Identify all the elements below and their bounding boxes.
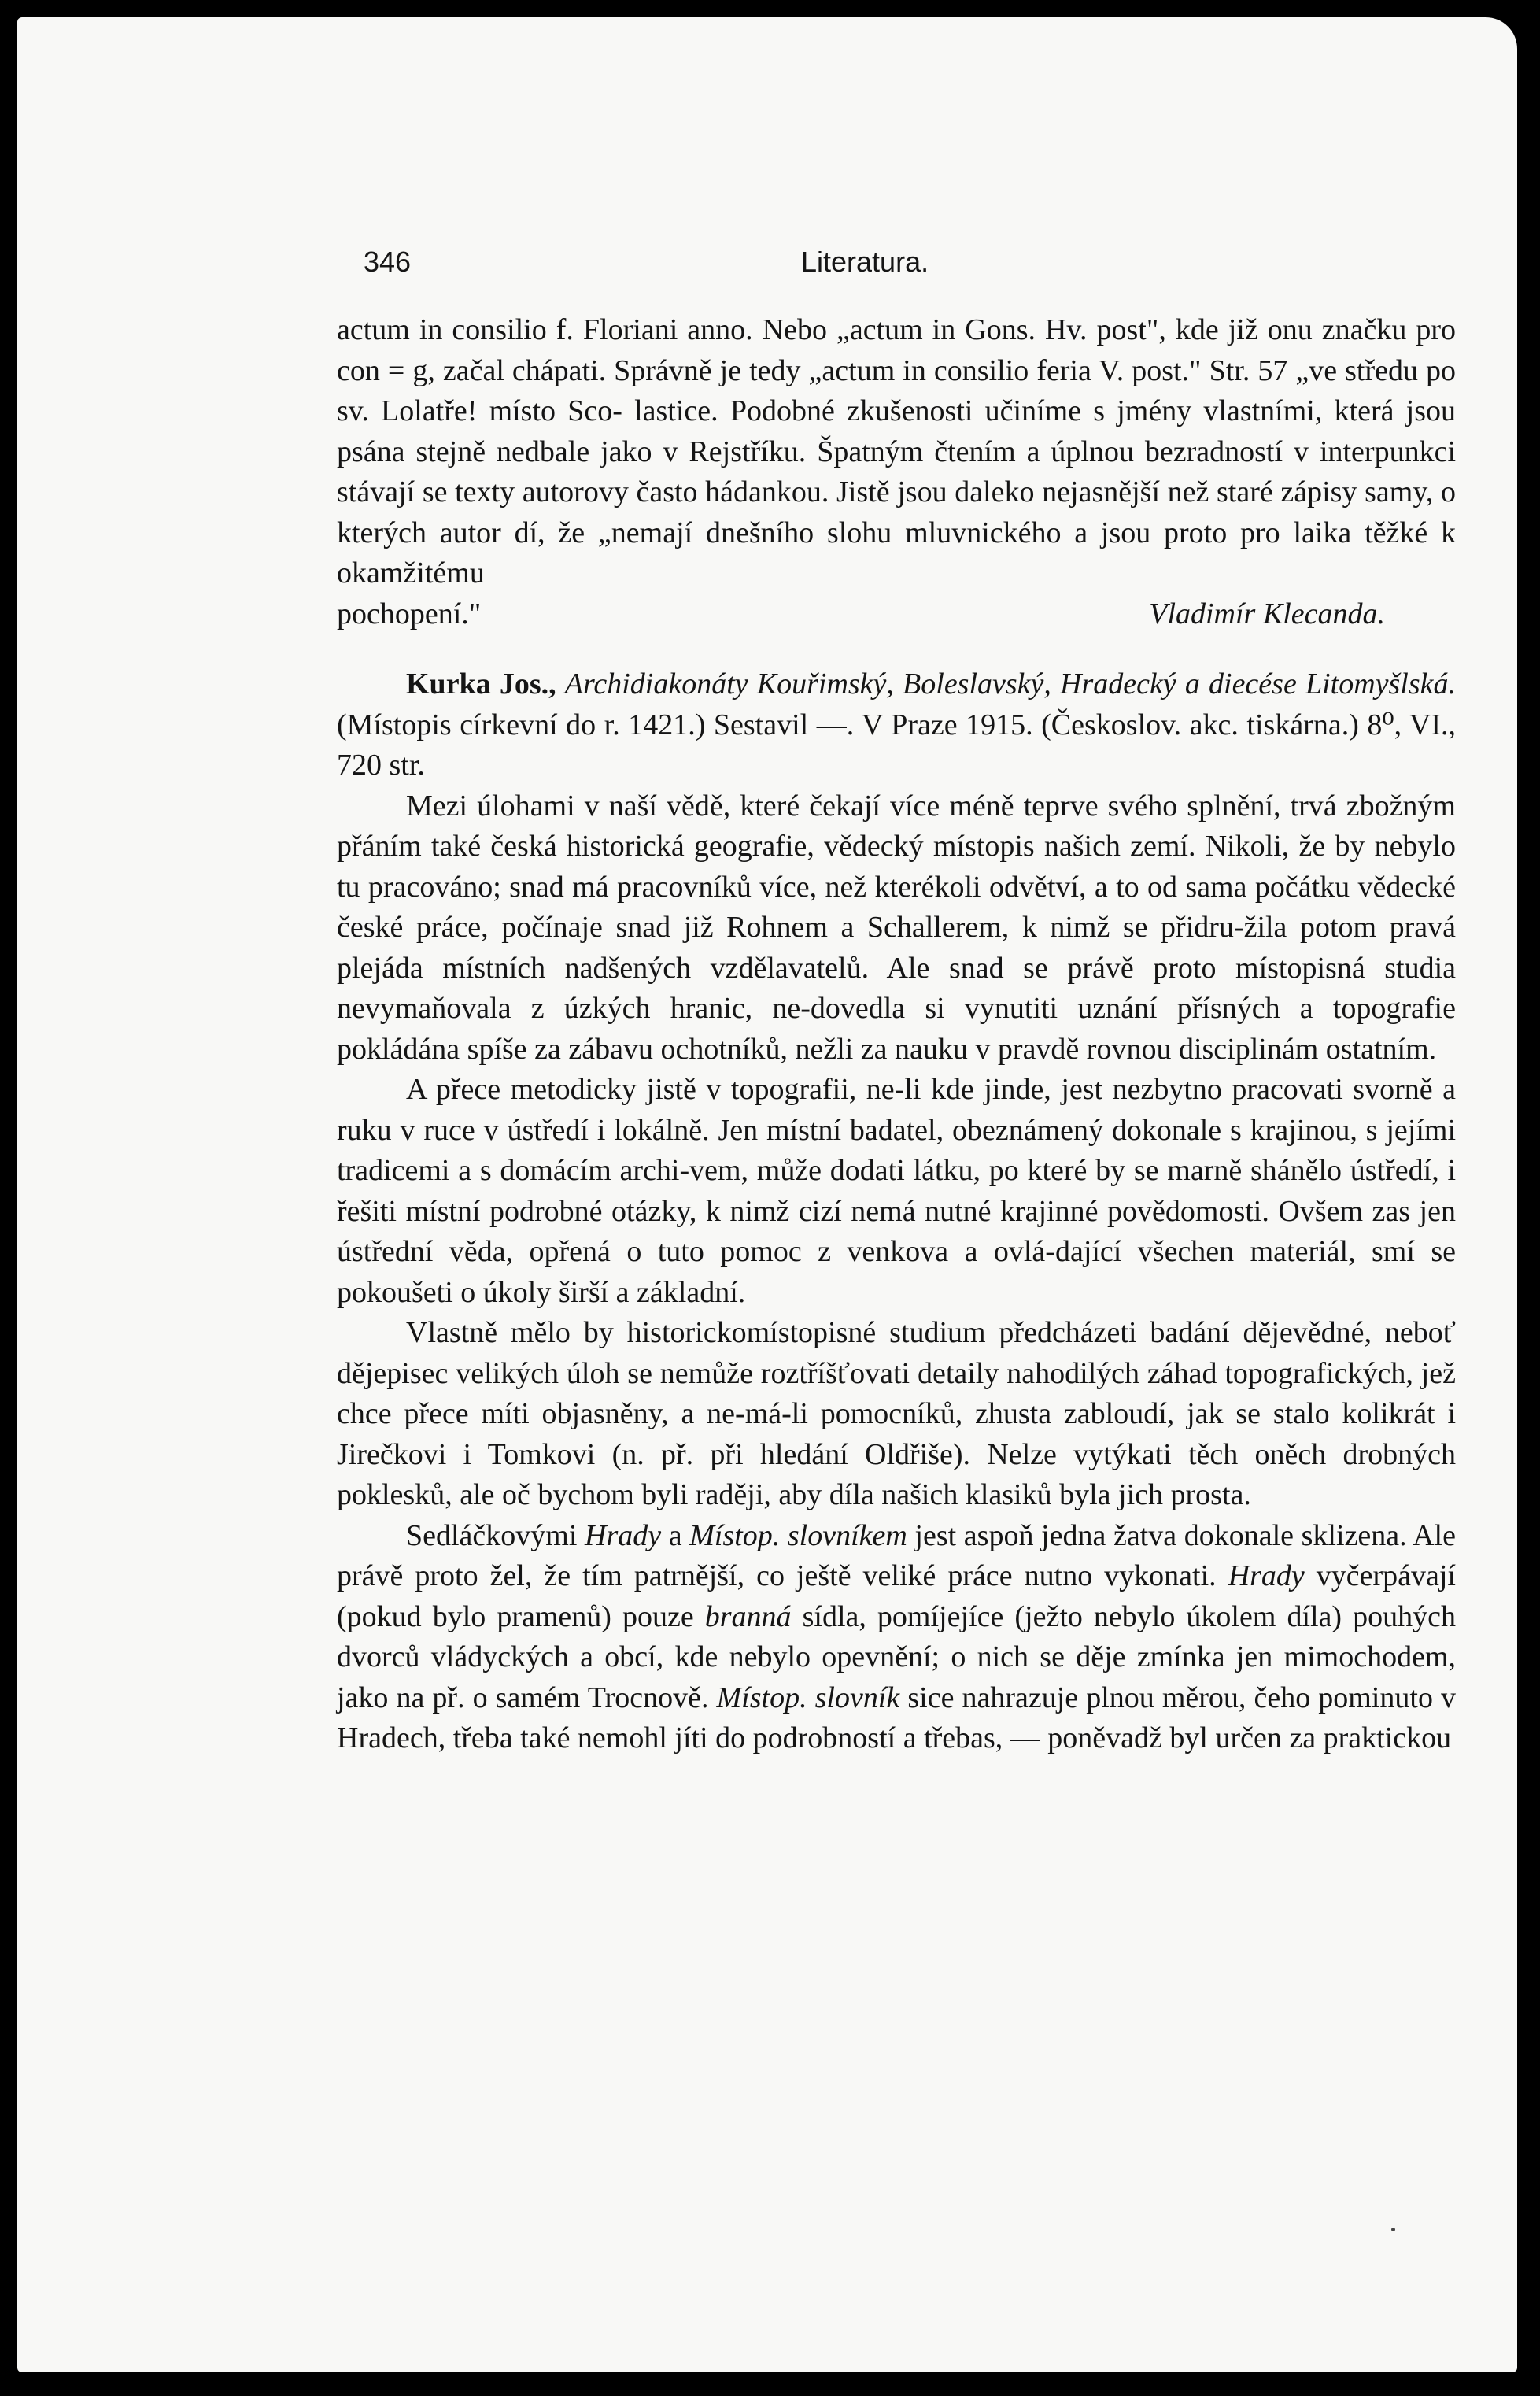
text-line: v interpunkci stávají se texty autorovy často hádankou. Jistě jsou — [337, 434, 1456, 508]
paragraph: Mezi úlohami v naší vědě, které čekají více méně teprve svého splnění, trvá zbožným přáním také česká historická geografie, vědecký místopis našich zemí. Nikoli, že by nebylo tu pracováno; snad má pracovníků více, než kterékoli odvětví, a to od sama počátku vědecké české práce, počínaje snad již Rohnem a Schallerem, k nimž se přidru-žila potom pravá plejáda místních nadšených vzdělavatelů. Ale snad se právě proto místopisná studia nevymaňovala z úzkých hranic, ne-dovedla si vynutiti uznání přísných a topografie pokládána spíše za zábavu ochotníků, nežli za nauku v pravdě rovnou disciplinám ostatním. — [337, 789, 1456, 1066]
speck-mark — [1391, 2228, 1395, 2231]
page-text — [337, 310, 1456, 1759]
paragraph: A přece metodicky jistě v topografii, ne-li kde jinde, jest nezbytno pracovati svorně a ruku v ruce v ústředí i lokálně. Jen místní badatel, obeznámený dokonale s krajinou, s jejími tradicemi a s domácím archi-vem, může dodati látku, po které by se marně shánělo ústředí, i řešiti místní podrobné otázky, k nimž cizí nemá nutné krajinné povědomosti. Ovšem zas jen ústřední věda, opřená o tuto pomoc z venkova a ovlá-dající všechen materiál, smí se pokoušeti o úkoly širší a základní. — [337, 1073, 1456, 1309]
text-line: kde již onu značku pro con = g, začal chápati. Správně je tedy „actum — [337, 313, 1456, 387]
running-title: Literatura. — [801, 246, 929, 278]
entry-details: (Místopis církevní do r. 1421.) Sestavil —. V Praze 1915. (Českoslov. akc. tiskárna.) 8⁰, VI., 720 str. — [337, 708, 1456, 782]
italic-title-hrady: Hrady — [585, 1518, 662, 1552]
text-line: daleko nejasnější než staré zápisy samy, o kterých autor dí, že „nemají — [337, 475, 1456, 549]
text-line: in consilio feria V. post." Str. 57 „ve středu po sv. Lolatře! místo Sco- — [337, 353, 1457, 427]
page-number: 346 — [364, 246, 412, 278]
entry-title: Archidiakonáty Kouřimský, Boleslavský, Hradecký a diecése Litomyšlská. — [564, 667, 1457, 701]
bibliographic-entry — [337, 664, 1456, 786]
text-run: a — [661, 1518, 690, 1552]
paragraph: Vlastně mělo by historickomístopisné studium předcházeti badání dějevědné, neboť dějepisec velikých úloh se nemůže roztříšťovati detaily nahodilých záhad topografických, jež chce přece míti objasněny, a ne-má-li pomocníků, zhusta zabloudí, jak se stalo kolikrát i Jirečkovi i Tomkovi (n. př. při hledání Oldřiše). Nelze vytýkati těch oněch drobných poklesků, ale oč bychom byli raději, aby díla našich klasiků byla jich prosta. — [337, 1316, 1456, 1511]
paragraph-last — [337, 1516, 1456, 1759]
italic-title-hrady: Hrady — [1228, 1559, 1305, 1592]
text-run: jest aspoň jedna žatva dokonale sklizena. Ale právě proto žel, že tím patrnější, co ještě veliké práce nutno vykonati. — [337, 1518, 1456, 1592]
entry-author: Kurka Jos., — [406, 667, 556, 701]
italic-title-slovnik: Místop. slovníkem — [689, 1518, 907, 1552]
book-page — [17, 17, 1517, 2372]
italic-word-branna: branná — [704, 1599, 792, 1633]
signature-line — [337, 594, 1456, 635]
text-line: lastice. Podobné zkušenosti učiníme s jmény vlastními, která jsou psána — [337, 394, 1457, 468]
reviewer-signature: Vladimír Klecanda. — [1149, 597, 1385, 630]
review-last-line: pochopení." — [337, 597, 482, 630]
page-header — [348, 246, 1434, 293]
text-run: sídla, pomíjejíce (ježto nebylo úkolem díla) pouhých dvorců vládyckých a obcí, kde nebylo opevnění; o nich se děje zmínka jen mimochodem, jako na př. o samém Trocnově. — [337, 1599, 1456, 1714]
text-run: Sedláčkovými — [406, 1518, 585, 1552]
italic-title-slovnik: Místop. slovník — [716, 1681, 900, 1714]
text-line: dnešního slohu mluvnického a jsou proto pro laika těžké k okamžitému — [337, 516, 1456, 590]
review-continuation — [337, 310, 1456, 594]
text-line: stejně nedbale jako v Rejstříku. Špatným čtením a úplnou bezradností — [415, 434, 1283, 468]
text-run: vyčerpávají (pokud bylo pramenů) pouze — [337, 1559, 1456, 1633]
text-run: sice nahrazuje plnou měrou, čeho pominuto v Hradech, třeba také nemohl jíti do podrobností a třebas, — poněvadž byl určen za praktickou — [337, 1681, 1457, 1754]
text-line: actum in consilio f. Floriani anno. Nebo „actum in Gons. Hv. post", — [337, 313, 1166, 346]
